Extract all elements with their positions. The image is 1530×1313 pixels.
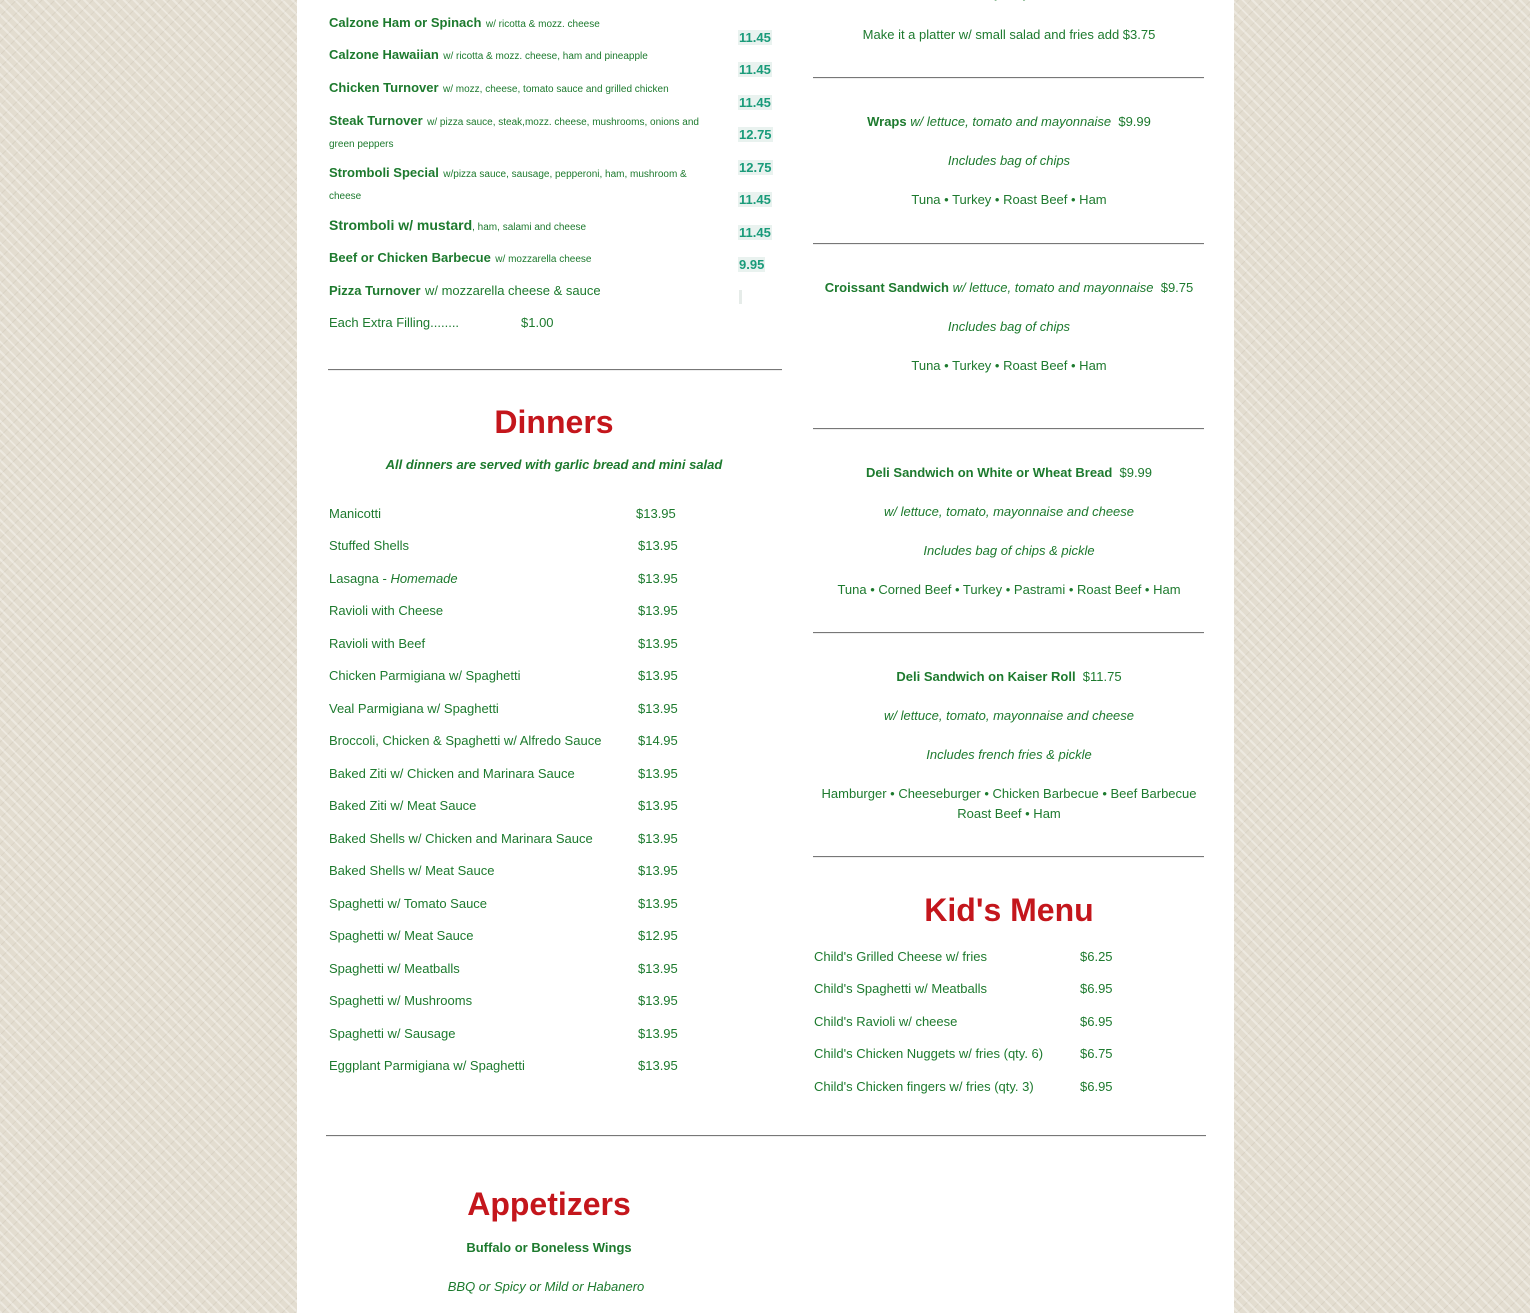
deli-white-heading (813, 465, 1205, 480)
list-item (329, 111, 707, 155)
item-price: $13.95 (638, 668, 678, 683)
list-item (329, 1024, 689, 1044)
list-item (329, 699, 689, 719)
price: 11.45 (739, 95, 771, 110)
list-item (329, 731, 689, 751)
wraps-heading (813, 114, 1205, 129)
item-name: Child's Ravioli w/ cheese (814, 1014, 958, 1029)
extra-filling-label: Each Extra Filling........ (329, 315, 460, 330)
item-price: $13.95 (638, 766, 678, 781)
divider (813, 856, 1204, 858)
item-desc: w/ ricotta & mozz. cheese, ham and pineapple (443, 51, 648, 62)
list-item (329, 504, 689, 524)
item-price: $13.95 (638, 896, 678, 911)
item-price: $13.95 (638, 798, 678, 813)
item-desc: w/pizza sauce, sausage, pepperoni, ham, mushroom & cheese (329, 169, 687, 202)
item-price: $13.95 (638, 636, 678, 651)
list-item (329, 79, 709, 99)
item-name: Manicotti (329, 506, 382, 521)
item-name: Child's Grilled Cheese w/ fries (814, 949, 987, 964)
wraps-chips: Includes bag of chips (947, 153, 1071, 168)
list-item (329, 666, 689, 686)
item-desc: w/ mozzarella cheese (495, 254, 592, 265)
deli-kaiser-desc: w/ lettuce, tomato, mayonnaise and cheese (883, 708, 1135, 723)
deli-kaiser-fries: Includes french fries & pickle (926, 747, 1092, 762)
item-name: Stuffed Shells (329, 538, 409, 553)
list-item (329, 764, 689, 784)
croissant-chips: Includes bag of chips (947, 319, 1071, 334)
item-price: $11.75 (1075, 669, 1122, 684)
deli-kaiser-options-2: Roast Beef • Ham (957, 806, 1061, 821)
item-name: Chicken Turnover (329, 80, 439, 95)
list-item (329, 536, 689, 556)
item-name: Baked Shells w/ Meat Sauce (329, 863, 495, 878)
deli-kaiser-heading (813, 669, 1205, 684)
item-name: Deli Sandwich on Kaiser Roll (896, 669, 1076, 684)
item-desc: w/ mozzarella cheese & sauce (424, 283, 601, 298)
divider (326, 1135, 1206, 1137)
item-name: Spaghetti w/ Meatballs (329, 961, 460, 976)
item-name: Wraps (867, 114, 907, 129)
item-name: Spaghetti w/ Sausage (329, 1026, 456, 1041)
item-price: $13.95 (638, 571, 678, 586)
item-name: Baked Shells w/ Chicken and Marinara Sauce (329, 831, 593, 846)
deli-white-options: Tuna • Corned Beef • Turkey • Pastrami • Roast Beef • Ham (837, 582, 1181, 597)
item-name: Deli Sandwich on White or Wheat Bread (865, 465, 1113, 480)
item-name: Calzone Hawaiian (329, 47, 439, 62)
item-price: $13.95 (638, 961, 678, 976)
item-price: $12.95 (638, 928, 678, 943)
item-price: $14.95 (638, 733, 678, 748)
price: 12.75 (739, 160, 772, 175)
item-name: Spaghetti w/ Tomato Sauce (329, 896, 488, 911)
dinners-title: Dinners (494, 404, 614, 440)
divider (813, 632, 1204, 634)
item-name: Child's Spaghetti w/ Meatballs (814, 981, 988, 996)
extra-filling-price: $1.00 (521, 315, 554, 330)
list-item (814, 1012, 1124, 1032)
item-price: $6.95 (1080, 1014, 1113, 1029)
item-price: $9.75 (1153, 280, 1194, 295)
item-name: Eggplant Parmigiana w/ Spaghetti (329, 1058, 525, 1073)
croissant-options: Tuna • Turkey • Roast Beef • Ham (911, 358, 1107, 373)
wraps-options: Tuna • Turkey • Roast Beef • Ham (911, 192, 1107, 207)
item-name: Steak Turnover (329, 113, 423, 128)
item-price: $13.95 (638, 1058, 678, 1073)
item-name: Baked Ziti w/ Chicken and Marinara Sauce (329, 766, 575, 781)
item-name: Baked Ziti w/ Meat Sauce (329, 798, 477, 813)
item-desc: w/ lettuce, tomato and mayonnaise (906, 114, 1112, 129)
item-name: Stromboli w/ mustard (329, 217, 473, 233)
deli-white-desc: w/ lettuce, tomato, mayonnaise and cheese (883, 504, 1135, 519)
item-name: Calzone Ham or Spinach (329, 15, 482, 30)
appetizers-title: Appetizers (467, 1186, 631, 1222)
divider (813, 243, 1204, 245)
list-item (329, 569, 689, 589)
divider (813, 428, 1204, 430)
list-item (329, 46, 709, 66)
empty-price-chip (739, 290, 742, 304)
item-name: Beef or Chicken Barbecue (329, 250, 491, 265)
item-name: Child's Chicken fingers w/ fries (qty. 3) (814, 1079, 1034, 1094)
list-item (329, 894, 689, 914)
list-item (329, 1056, 689, 1076)
item-name: Broccoli, Chicken & Spaghetti w/ Alfredo Sauce (329, 733, 602, 748)
item-desc: w/ mozz, cheese, tomato sauce and grilled chicken (443, 84, 669, 95)
item-desc: w/ pizza sauce, steak,mozz. cheese, mushrooms, onions and green peppers (329, 117, 699, 150)
list-item (814, 947, 1124, 967)
divider (328, 369, 782, 371)
item-name: Spaghetti w/ Mushrooms (329, 993, 473, 1008)
item-name: Ravioli with Cheese (329, 603, 444, 618)
item-suffix: Homemade (390, 571, 458, 586)
list-item (329, 829, 689, 849)
item-name: Chicken Parmigiana w/ Spaghetti (329, 668, 521, 683)
list-item (814, 1044, 1124, 1064)
platter-options-partial (813, 0, 1205, 1)
price: 11.45 (739, 225, 771, 240)
item-name: Spaghetti w/ Meat Sauce (329, 928, 474, 943)
list-item (814, 979, 1124, 999)
item-price: $13.95 (638, 831, 678, 846)
deli-white-chips: Includes bag of chips & pickle (923, 543, 1095, 558)
item-name: Croissant Sandwich (824, 280, 949, 295)
item-price: $9.99 (1112, 465, 1153, 480)
item-desc: , ham, salami and cheese (472, 222, 587, 233)
item-name: Stromboli Special (329, 165, 439, 180)
item-price: $13.95 (638, 701, 678, 716)
item-price: $13.95 (636, 506, 676, 521)
wings-flavors: BBQ or Spicy or Mild or Habanero (447, 1279, 645, 1294)
price: 9.95 (739, 257, 765, 272)
list-item (329, 861, 689, 881)
list-item (329, 601, 689, 621)
list-item (329, 14, 709, 34)
item-price: $13.95 (638, 1026, 678, 1041)
croissant-heading (813, 280, 1205, 295)
menu-page (297, 0, 1234, 1313)
list-item (329, 282, 709, 300)
list-item (329, 991, 689, 1011)
item-price: $13.95 (638, 993, 678, 1008)
item-price: $6.95 (1080, 1079, 1113, 1094)
list-item (329, 249, 709, 269)
list-item (329, 163, 699, 207)
list-item (329, 926, 689, 946)
item-name: Child's Chicken Nuggets w/ fries (qty. 6) (814, 1046, 1044, 1061)
list-item (329, 216, 709, 237)
price: 12.75 (739, 127, 772, 142)
list-item (329, 959, 689, 979)
item-price: $6.25 (1080, 949, 1113, 964)
deli-kaiser-options-1: Hamburger • Cheeseburger • Chicken Barbecue • Beef Barbecue (821, 786, 1197, 801)
list-item (814, 1077, 1124, 1097)
item-desc: w/ lettuce, tomato and mayonnaise (948, 280, 1154, 295)
platter-note: Make it a platter w/ small salad and fries add $3.75 (862, 27, 1156, 42)
item-name: Ravioli with Beef (329, 636, 426, 651)
list-item (329, 796, 689, 816)
item-price: $6.95 (1080, 981, 1113, 996)
item-price: $13.95 (638, 603, 678, 618)
item-name: Pizza Turnover (329, 283, 421, 298)
item-price: $6.75 (1080, 1046, 1113, 1061)
price: 11.45 (739, 192, 771, 207)
item-desc: w/ ricotta & mozz. cheese (485, 19, 600, 30)
wings-heading: Buffalo or Boneless Wings (466, 1240, 632, 1255)
dinners-subtitle: All dinners are served with garlic bread and mini salad (385, 457, 723, 472)
item-name: Veal Parmigiana w/ Spaghetti (329, 701, 499, 716)
price: 11.45 (739, 30, 771, 45)
item-price: $13.95 (638, 863, 678, 878)
list-item (329, 634, 689, 654)
divider (813, 77, 1204, 79)
price: 11.45 (739, 62, 771, 77)
item-price: $9.99 (1111, 114, 1151, 129)
item-price: $13.95 (638, 538, 678, 553)
kids-menu-title: Kid's Menu (924, 892, 1094, 928)
item-name: Lasagna - (329, 571, 391, 586)
